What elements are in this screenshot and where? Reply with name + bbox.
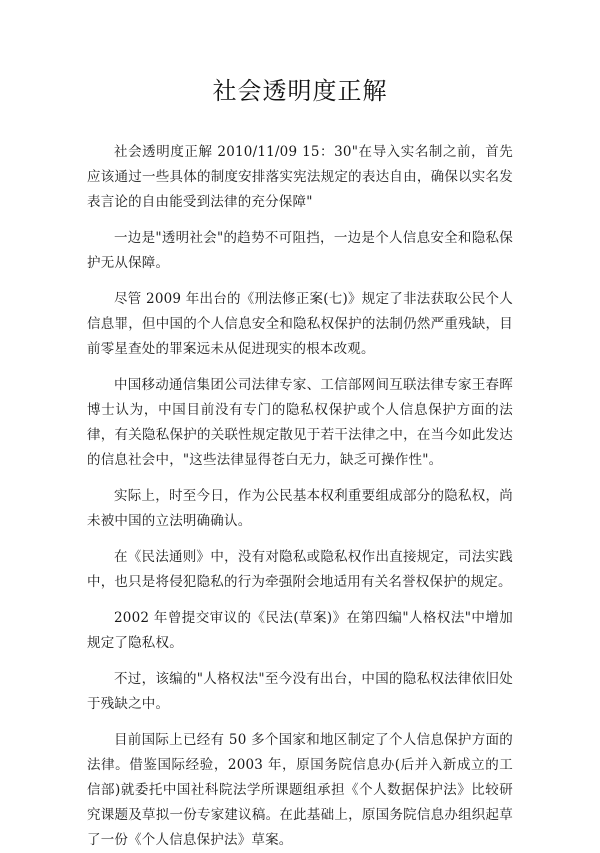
paragraph-1: 社会透明度正解 2010/11/09 15：30"在导入实名制之前，首先应该通过一些具体的制度安排落实宪法规定的表达自由，确保以实名发表言论的自由能受到法律的充分保障" xyxy=(87,144,513,210)
paragraph-3: 尽管 2009 年出台的《刑法修正案(七)》规定了非法获取公民个人信息罪，但中国的个人信息安全和隐私权保护的法制仍然严重残缺，目前零星查处的罪案远未从促进现实的根本改观。 xyxy=(87,291,513,357)
paragraph-9: 目前国际上已经有 50 多个国家和地区制定了个人信息保护方面的法律。借鉴国际经验，2003 年，原国务院信息办(后并入新成立的工信部)就委托中国社科院法学所课题组承担《个人数据保护法》比较研究课题及草拟一份专家建议稿。在此基础上，原国务院信息办组织起草了一份《个人信息保护法》草案。 xyxy=(87,732,513,848)
paragraph-5: 实际上，时至今日，作为公民基本权利重要组成部分的隐私权，尚未被中国的立法明确确认。 xyxy=(87,488,513,529)
paragraph-7: 2002 年曾提交审议的《民法(草案)》在第四编"人格权法"中增加规定了隐私权。 xyxy=(87,610,513,651)
paragraph-2: 一边是"透明社会"的趋势不可阻挡，一边是个人信息安全和隐私保护无从保障。 xyxy=(87,230,513,271)
paragraph-8: 不过，该编的"人格权法"至今没有出台，中国的隐私权法律依旧处于残缺之中。 xyxy=(87,671,513,712)
paragraph-6: 在《民法通则》中，没有对隐私或隐私权作出直接规定，司法实践中，也只是将侵犯隐私的行为牵强附会地适用有关名誉权保护的规定。 xyxy=(87,549,513,590)
document-title: 社会透明度正解 xyxy=(212,77,388,105)
paragraph-4: 中国移动通信集团公司法律专家、工信部网间互联法律专家王春晖博士认为，中国目前没有专门的隐私权保护或个人信息保护方面的法律，有关隐私保护的关联性规定散见于若干法律之中，在当今如此发达的信息社会中，"这些法律显得苍白无力，缺乏可操作性"。 xyxy=(87,377,513,468)
document-body xyxy=(87,140,513,853)
